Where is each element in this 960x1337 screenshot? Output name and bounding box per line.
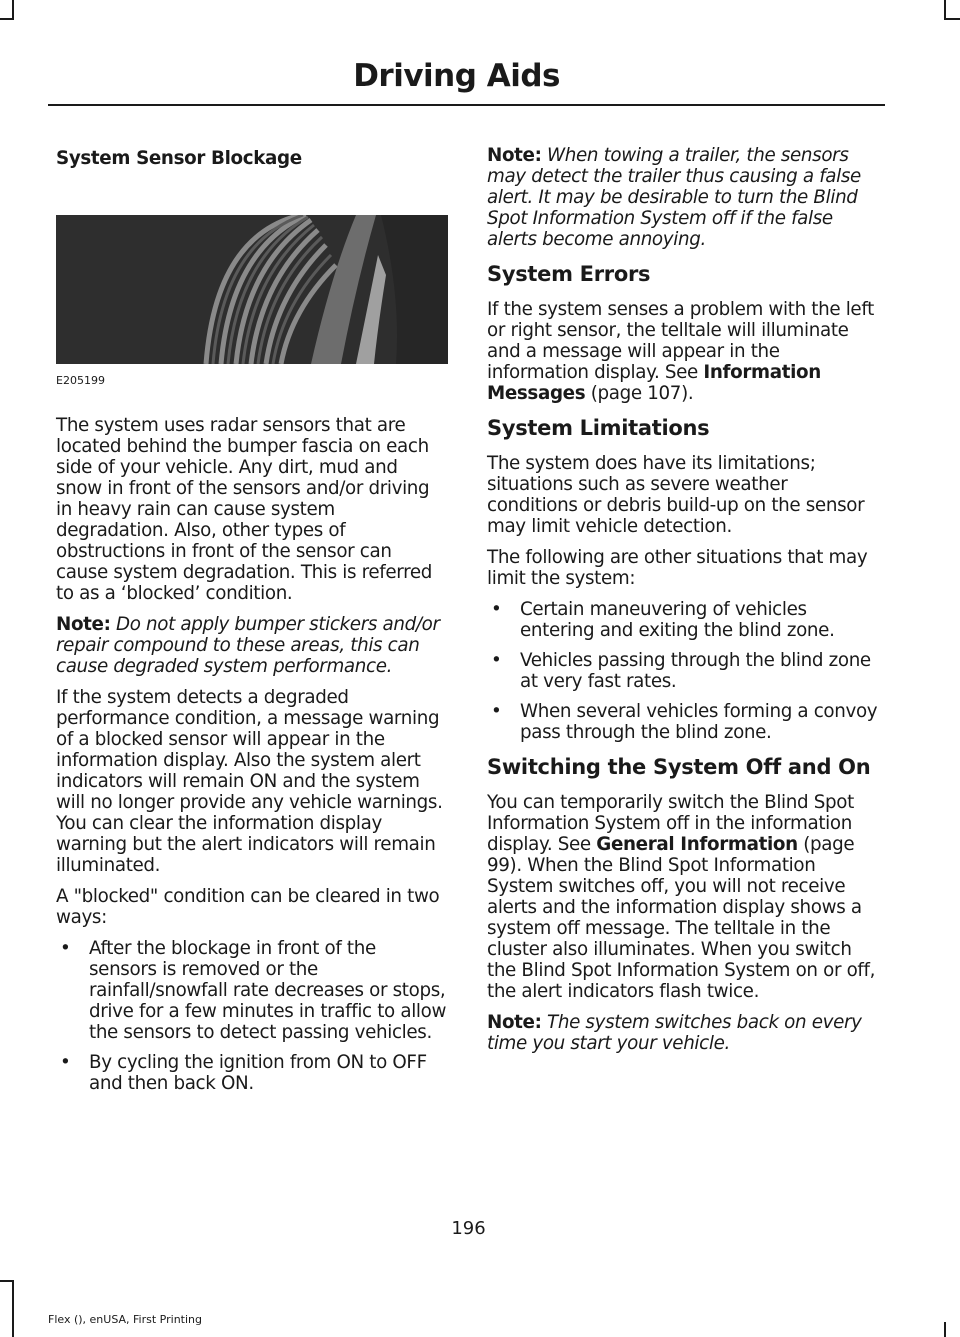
paragraph-limitations: The system does have its limitations; situations such as severe weather conditions or debris build-up on the sensor may limit vehicle detection. (487, 453, 865, 537)
paragraph-degraded-performance: If the system detects a degraded performance condition, a message warning of a blocked sensor will appear in the information display. Also the system alert indicators will remain ON and the system will no longer provide any vehicle warnings. You can clear the information display warning but the alert indicators will remain illuminated. (56, 687, 443, 876)
paragraph-radar-sensors: The system uses radar sensors that are located behind the bumper fascia on each side of your vehicle. Any dirt, mud and snow in front of the sensors and/or driving in heavy rain can cause system degradation. Also, other types of obstructions in front of the sensor can cause system degradation. This is referred to as a ‘blocked’ condition. (56, 415, 433, 604)
list-item-text: By cycling the ignition from ON to OFF and then back ON. (89, 1052, 427, 1094)
note-label: Note: (487, 1012, 542, 1033)
figure-caption: E205199 (56, 374, 105, 387)
list-item (56, 938, 448, 1043)
paragraph-blocked-condition: A "blocked" condition can be cleared in two ways: (56, 886, 440, 928)
switch-text-2: (page 99). When the Blind Spot Information System switches off, you will not receive alerts and the information display shows a system off message. The telltale in the cluster also illuminates. When you switch the Blind Spot Information System on or off, the alert indicators flash twice. (487, 834, 876, 1002)
bullet-icon: • (491, 650, 502, 671)
switching-system-heading: Switching the System Off and On (487, 755, 871, 779)
information-messages-link[interactable]: Information Messages (487, 362, 821, 404)
errors-page-ref: (page 107). (585, 383, 694, 404)
system-limitations-heading: System Limitations (487, 416, 710, 440)
limitations-list (487, 599, 879, 743)
crop-mark-top-right-h (944, 18, 960, 20)
note-label: Note: (487, 145, 542, 166)
bullet-icon: • (60, 1052, 71, 1073)
note-text: The system switches back on every time you start your vehicle. (487, 1012, 862, 1054)
list-item (487, 599, 879, 641)
list-item (487, 650, 879, 692)
crop-mark-bottom-left-h (0, 1280, 14, 1282)
list-item-text: When several vehicles forming a convoy pass through the blind zone. (520, 701, 878, 743)
blocked-clear-list (56, 938, 448, 1094)
note-bumper-stickers (56, 614, 448, 677)
crop-mark-top-left-v (12, 0, 14, 20)
list-item-text: After the blockage in front of the sensors is removed or the rainfall/snowfall rate decreases or stops, drive for a few minutes in traffic to allow the sensors to detect passing vehicles. (89, 938, 447, 1043)
edition-info: Flex (), enUSA, First Printing (48, 1313, 202, 1326)
note-towing-trailer (487, 145, 879, 250)
crop-mark-top-right-v (944, 0, 946, 20)
paragraph-other-situations: The following are other situations that may limit the system: (487, 547, 868, 589)
crop-mark-bottom-left-v (12, 1280, 14, 1337)
bullet-icon: • (60, 938, 71, 959)
crop-mark-bottom-right-v (944, 1322, 946, 1337)
note-label: Note: (56, 614, 111, 635)
crop-mark-top-left-h (0, 18, 14, 20)
right-column (487, 145, 879, 1064)
bullet-icon: • (491, 701, 502, 722)
bumper-sensor-illustration (56, 215, 448, 364)
paragraph-switching-system (487, 792, 879, 1002)
list-item-text: Vehicles passing through the blind zone at very fast rates. (520, 650, 871, 692)
sensor-blockage-figure (56, 215, 448, 364)
errors-text: If the system senses a problem with the left or right sensor, the telltale will illuminate and a message will appear in the information display. See (487, 299, 874, 383)
page-title: Driving Aids (353, 58, 560, 94)
list-item-text: Certain maneuvering of vehicles entering and exiting the blind zone. (520, 599, 835, 641)
list-item (56, 1052, 448, 1094)
switch-text-1: You can temporarily switch the Blind Spot Information System off in the information display. See (487, 792, 854, 855)
note-text: When towing a trailer, the sensors may detect the trailer thus causing a false alert. It may be desirable to turn the Blind Spot Information System off if the false alerts become annoying. (487, 145, 861, 250)
general-information-link[interactable]: General Information (596, 834, 798, 855)
note-switches-back-on (487, 1012, 879, 1054)
paragraph-system-errors (487, 299, 879, 404)
sensor-blockage-heading: System Sensor Blockage (56, 148, 302, 169)
header-rule (48, 104, 885, 106)
page-number: 196 (451, 1218, 486, 1239)
bullet-icon: • (491, 599, 502, 620)
system-errors-heading: System Errors (487, 262, 651, 286)
list-item (487, 701, 879, 743)
left-column (56, 145, 448, 1104)
note-text: Do not apply bumper stickers and/or repair compound to these areas, this can cause degraded system performance. (56, 614, 440, 677)
